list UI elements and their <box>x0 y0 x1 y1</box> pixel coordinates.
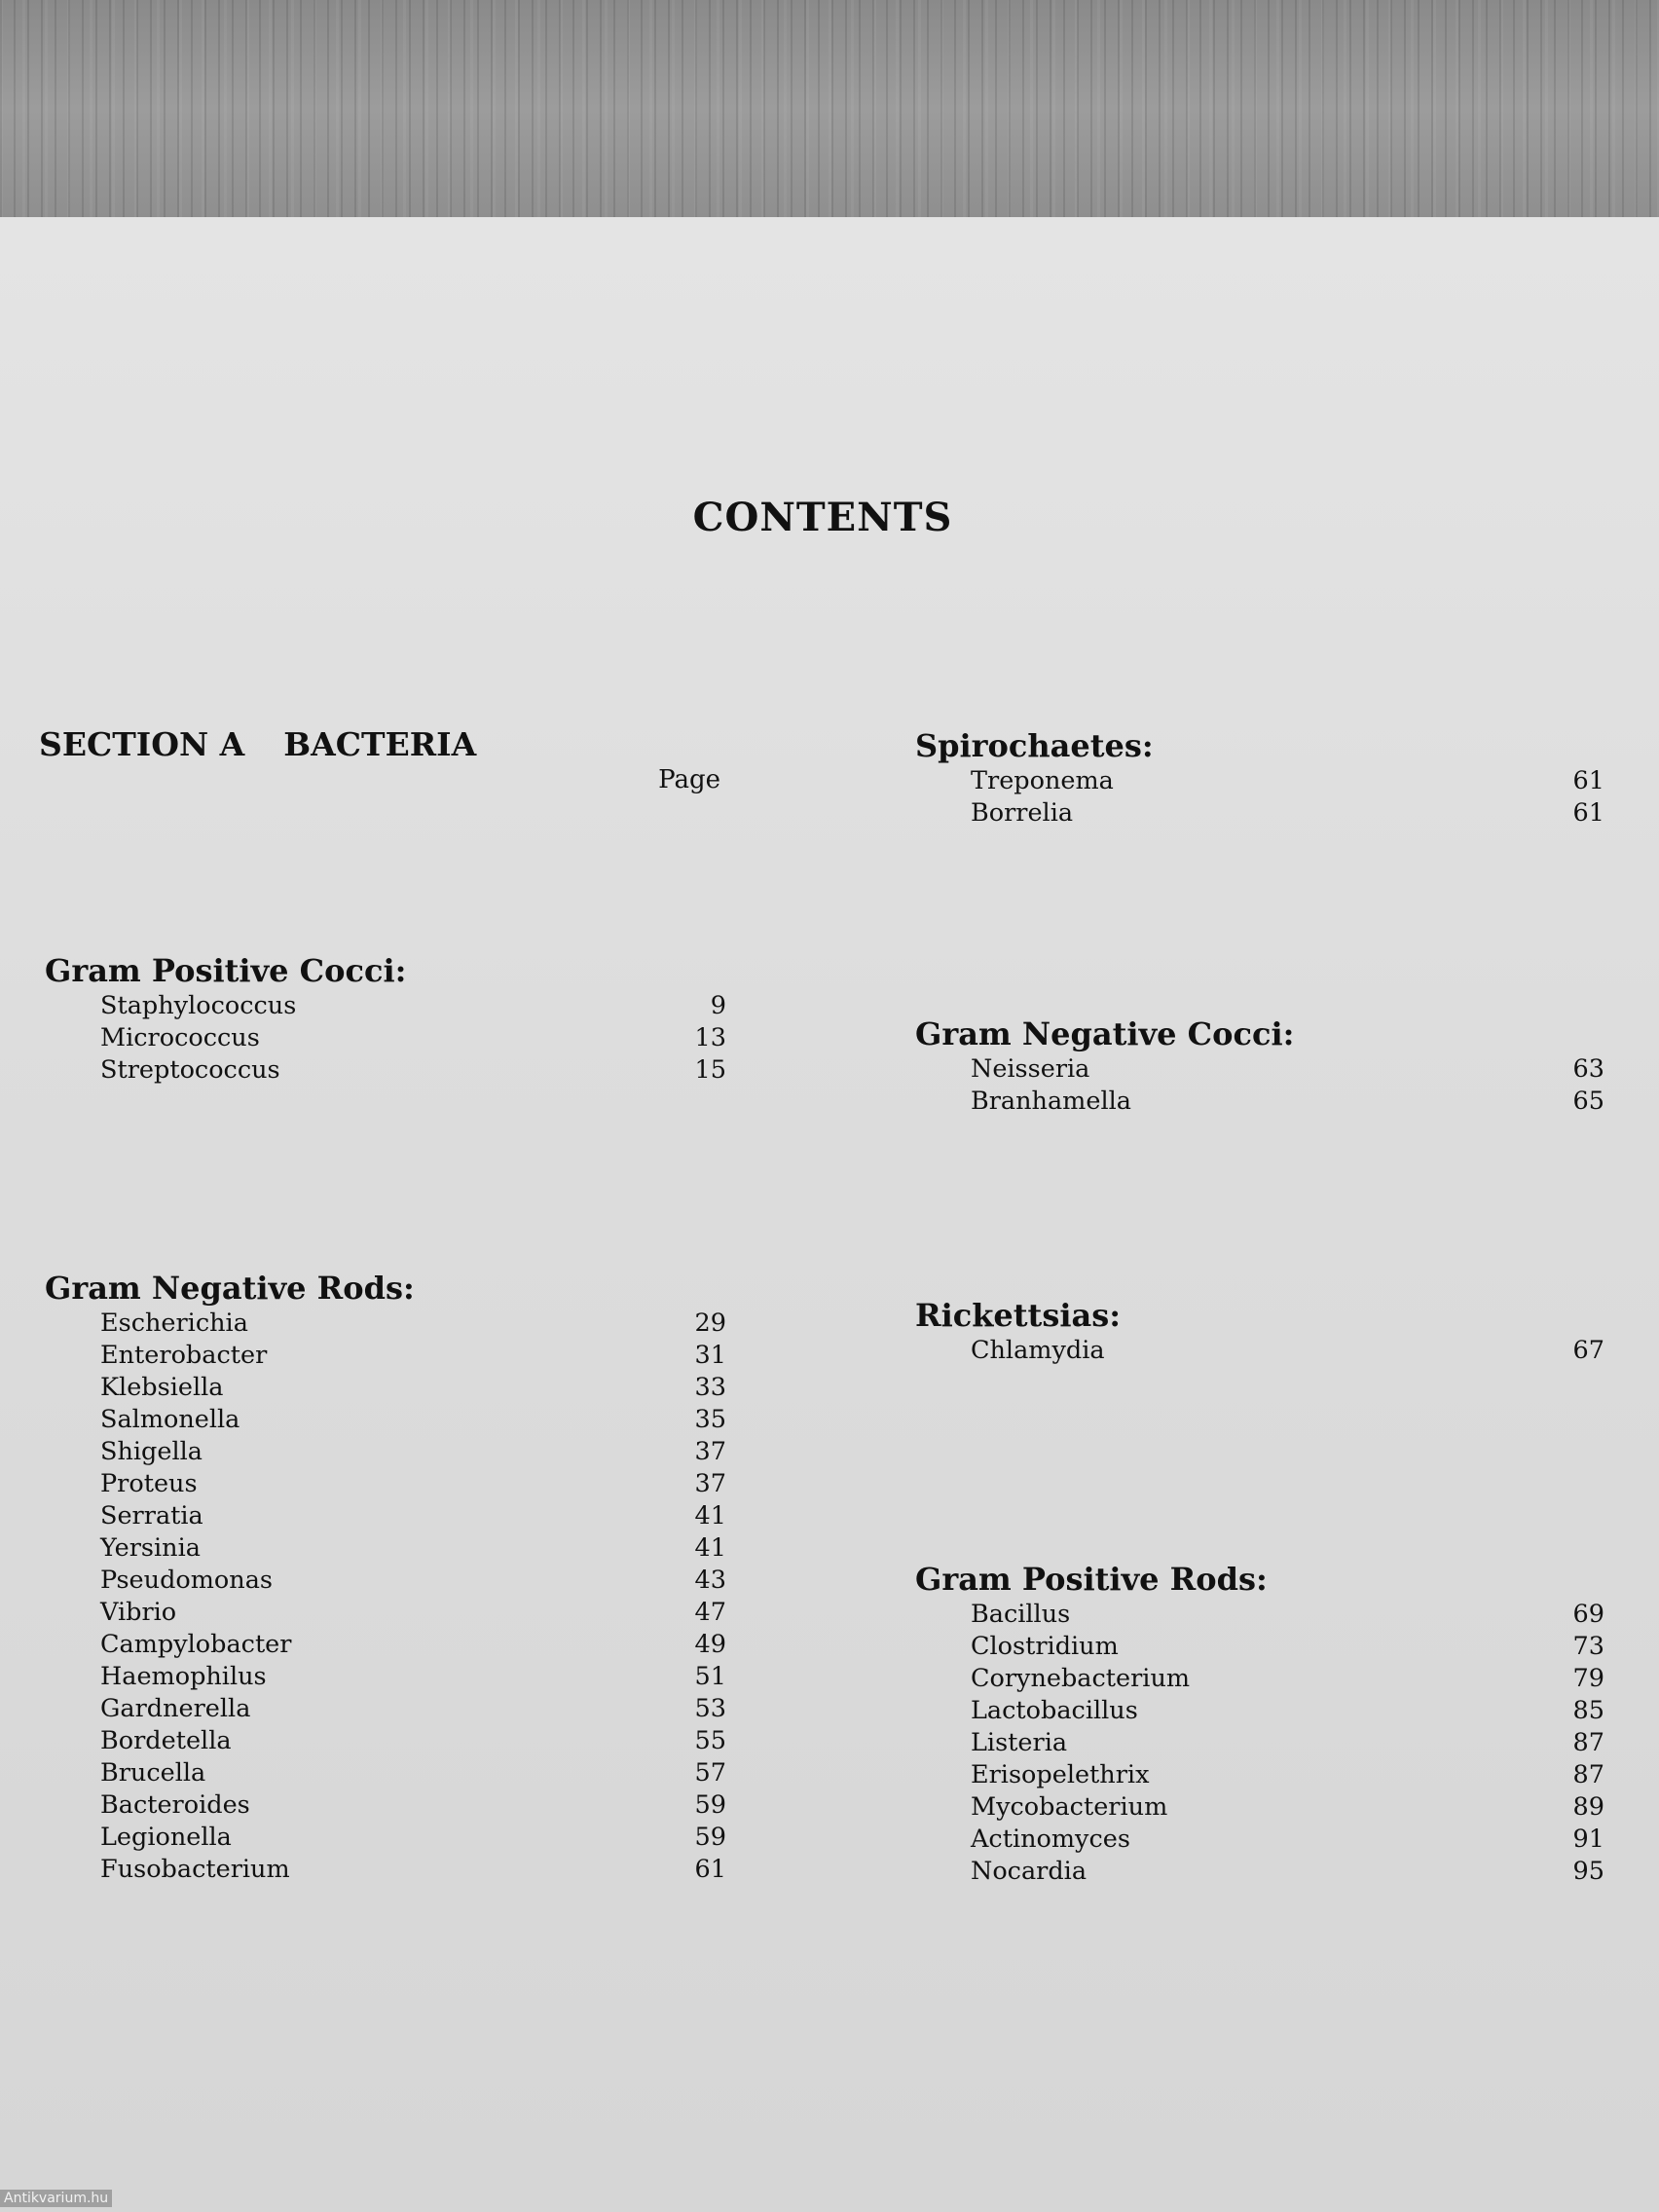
toc-entry <box>45 1022 726 1054</box>
entry-name: Streptococcus <box>100 1055 280 1085</box>
toc-entry <box>45 1693 726 1725</box>
entry-name: Clostridium <box>971 1632 1119 1661</box>
toc-entry <box>45 1500 726 1532</box>
toc-entry <box>45 1340 726 1372</box>
toc-entry <box>45 1789 726 1822</box>
entry-page-number: 49 <box>694 1630 726 1659</box>
toc-entry <box>915 1599 1604 1631</box>
entry-page-number: 37 <box>694 1469 726 1498</box>
entry-page-number: 41 <box>694 1533 726 1563</box>
entry-name: Legionella <box>100 1823 232 1852</box>
toc-entry <box>915 1824 1604 1856</box>
entry-page-number: 91 <box>1572 1825 1604 1854</box>
toc-entry <box>45 1629 726 1661</box>
toc-entry <box>915 1631 1604 1663</box>
toc-entry <box>45 1661 726 1693</box>
entry-name: Brucella <box>100 1758 206 1788</box>
entry-page-number: 37 <box>694 1437 726 1466</box>
toc-entry <box>915 1053 1604 1086</box>
group-gram-negative-rods <box>45 1269 726 1886</box>
entry-page-number: 65 <box>1572 1087 1604 1116</box>
entry-name: Yersinia <box>100 1533 201 1563</box>
entry-page-number: 15 <box>694 1055 726 1085</box>
entry-name: Neisseria <box>971 1054 1090 1084</box>
entry-page-number: 41 <box>694 1501 726 1530</box>
toc-entry <box>45 1854 726 1886</box>
entry-page-number: 61 <box>1572 766 1604 795</box>
section-label: SECTION A <box>39 725 245 763</box>
entry-name: Corynebacterium <box>971 1664 1191 1693</box>
wood-background <box>0 0 1659 217</box>
group-heading: Gram Negative Cocci: <box>915 1015 1295 1052</box>
entry-name: Staphylococcus <box>100 991 297 1020</box>
group-gram-positive-rods <box>915 1560 1604 1888</box>
entry-page-number: 13 <box>694 1023 726 1052</box>
toc-entry <box>45 1565 726 1597</box>
entry-page-number: 61 <box>1572 798 1604 828</box>
group-gram-negative-cocci <box>915 1014 1604 1118</box>
entry-name: Mycobacterium <box>971 1792 1168 1822</box>
toc-entry <box>45 1054 726 1087</box>
toc-entry <box>45 1468 726 1500</box>
toc-entry <box>45 1725 726 1757</box>
entry-page-number: 87 <box>1572 1728 1604 1757</box>
toc-entry <box>45 1597 726 1629</box>
entry-page-number: 67 <box>1572 1336 1604 1365</box>
toc-entry <box>915 1086 1604 1118</box>
toc-entry <box>915 1335 1604 1367</box>
entry-name: Vibrio <box>100 1598 177 1627</box>
entry-name: Erisopelethrix <box>971 1760 1150 1789</box>
entry-page-number: 59 <box>694 1790 726 1820</box>
entry-page-number: 53 <box>694 1694 726 1723</box>
entry-page-number: 89 <box>1572 1792 1604 1822</box>
entry-name: Branhamella <box>971 1087 1131 1116</box>
entry-page-number: 57 <box>694 1758 726 1788</box>
entry-name: Bacillus <box>971 1600 1071 1629</box>
group-heading: Spirochaetes: <box>915 727 1154 764</box>
section-name: BACTERIA <box>283 725 477 763</box>
entry-name: Campylobacter <box>100 1630 292 1659</box>
toc-entry <box>45 1436 726 1468</box>
entry-name: Escherichia <box>100 1309 248 1338</box>
entry-name: Klebsiella <box>100 1373 224 1402</box>
entry-name: Pseudomonas <box>100 1566 273 1595</box>
entry-name: Micrococcus <box>100 1023 260 1052</box>
entry-name: Bordetella <box>100 1726 232 1755</box>
entry-name: Chlamydia <box>971 1336 1105 1365</box>
group-heading: Rickettsias: <box>915 1297 1122 1334</box>
entry-name: Salmonella <box>100 1405 240 1434</box>
group-heading: Gram Negative Rods: <box>45 1270 415 1307</box>
toc-entry <box>45 1308 726 1340</box>
entry-page-number: 35 <box>694 1405 726 1434</box>
toc-entry <box>915 1695 1604 1727</box>
entry-page-number: 73 <box>1572 1632 1604 1661</box>
entry-page-number: 61 <box>694 1855 726 1884</box>
entry-page-number: 47 <box>694 1598 726 1627</box>
entry-name: Gardnerella <box>100 1694 251 1723</box>
entry-name: Haemophilus <box>100 1662 267 1691</box>
entry-page-number: 85 <box>1572 1696 1604 1725</box>
group-gram-positive-cocci <box>45 951 726 1087</box>
toc-entry <box>45 1404 726 1436</box>
entry-name: Fusobacterium <box>100 1855 290 1884</box>
toc-entry <box>915 1759 1604 1791</box>
entry-page-number: 55 <box>694 1726 726 1755</box>
entry-name: Shigella <box>100 1437 203 1466</box>
entry-page-number: 79 <box>1572 1664 1604 1693</box>
entry-page-number: 59 <box>694 1823 726 1852</box>
page-column-header: Page <box>658 765 720 794</box>
entry-page-number: 9 <box>710 991 726 1020</box>
section-heading <box>39 725 476 763</box>
entry-page-number: 51 <box>694 1662 726 1691</box>
toc-entry <box>45 1532 726 1565</box>
entry-page-number: 43 <box>694 1566 726 1595</box>
group-heading: Gram Positive Rods: <box>915 1561 1268 1598</box>
toc-entry <box>45 1372 726 1404</box>
toc-entry <box>45 990 726 1022</box>
entry-name: Borrelia <box>971 798 1074 828</box>
entry-name: Actinomyces <box>971 1825 1130 1854</box>
entry-page-number: 33 <box>694 1373 726 1402</box>
entry-name: Proteus <box>100 1469 198 1498</box>
toc-entry <box>915 1663 1604 1695</box>
toc-entry <box>915 1856 1604 1888</box>
entry-name: Treponema <box>971 766 1114 795</box>
toc-entry <box>45 1757 726 1789</box>
toc-entry <box>915 797 1604 830</box>
entry-page-number: 95 <box>1572 1857 1604 1886</box>
page-title: CONTENTS <box>692 495 953 540</box>
toc-entry <box>915 1791 1604 1824</box>
entry-name: Bacteroides <box>100 1790 250 1820</box>
entry-name: Enterobacter <box>100 1341 268 1370</box>
entry-page-number: 31 <box>694 1341 726 1370</box>
toc-entry <box>915 765 1604 797</box>
group-rickettsias <box>915 1296 1604 1367</box>
entry-name: Serratia <box>100 1501 203 1530</box>
entry-name: Listeria <box>971 1728 1068 1757</box>
watermark: Antikvarium.hu <box>0 2190 112 2207</box>
group-spirochaetes <box>915 726 1604 830</box>
entry-name: Lactobacillus <box>971 1696 1138 1725</box>
entry-name: Nocardia <box>971 1857 1088 1886</box>
group-heading: Gram Positive Cocci: <box>45 952 407 989</box>
entry-page-number: 63 <box>1572 1054 1604 1084</box>
entry-page-number: 87 <box>1572 1760 1604 1789</box>
toc-entry <box>915 1727 1604 1759</box>
entry-page-number: 69 <box>1572 1600 1604 1629</box>
entry-page-number: 29 <box>694 1309 726 1338</box>
toc-entry <box>45 1822 726 1854</box>
